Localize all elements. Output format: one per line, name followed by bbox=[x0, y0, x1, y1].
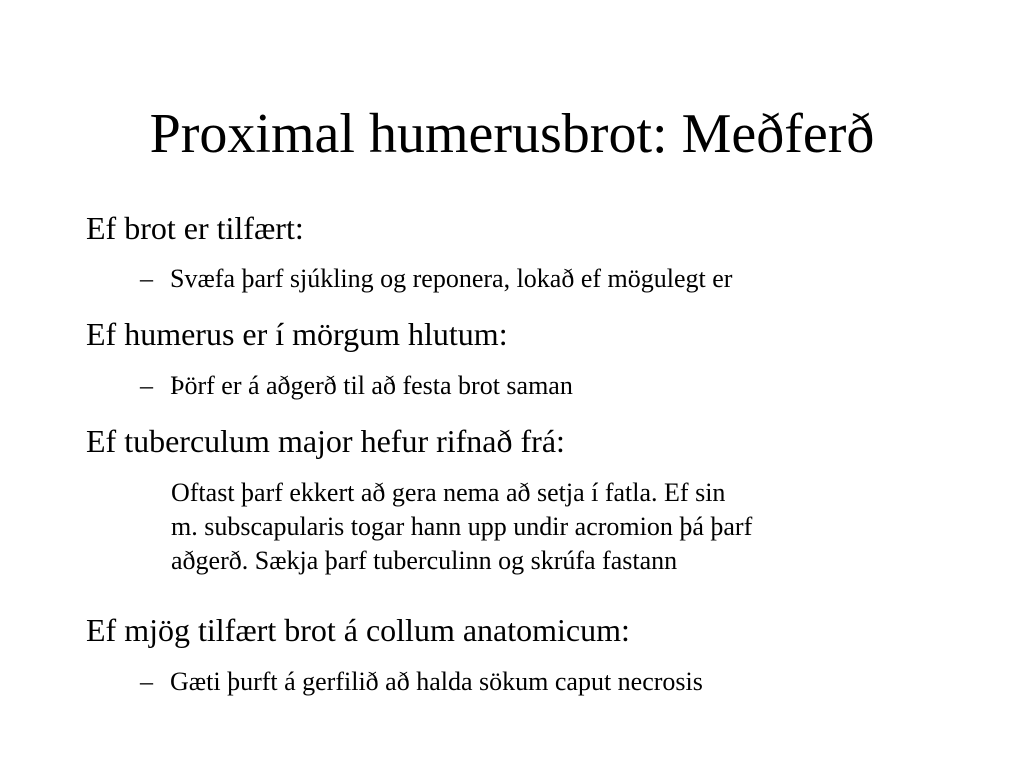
paragraph-line: Oftast þarf ekkert að gera nema að setja í fatla. Ef sin bbox=[171, 478, 726, 507]
dash-marker: – bbox=[140, 667, 153, 696]
paragraph-line: m. subscapularis togar hann upp undir acromion þá þarf bbox=[171, 512, 753, 541]
sub-bullet-item bbox=[140, 263, 732, 295]
sub-bullet-text: Svæfa þarf sjúkling og reponera, lokað ef mögulegt er bbox=[170, 264, 733, 293]
bullet-item: Ef tuberculum major hefur rifnað frá: bbox=[86, 423, 565, 459]
sub-bullet-item bbox=[140, 370, 573, 402]
slide-title: Proximal humerusbrot: Meðferð bbox=[149, 103, 875, 165]
bullet-item: Ef mjög tilfært brot á collum anatomicum: bbox=[86, 612, 630, 648]
sub-bullet-text: Gæti þurft á gerfilið að halda sökum caput necrosis bbox=[170, 667, 703, 696]
bullet-item: Ef humerus er í mörgum hlutum: bbox=[86, 316, 508, 352]
paragraph-block bbox=[171, 476, 961, 578]
dash-marker: – bbox=[140, 264, 153, 293]
bullet-item: Ef brot er tilfært: bbox=[86, 210, 304, 246]
sub-bullet-text: Þörf er á aðgerð til að festa brot saman bbox=[170, 371, 573, 400]
paragraph-line: aðgerð. Sækja þarf tuberculinn og skrúfa fastann bbox=[171, 546, 678, 575]
sub-bullet-item bbox=[140, 666, 703, 698]
dash-marker: – bbox=[140, 371, 153, 400]
